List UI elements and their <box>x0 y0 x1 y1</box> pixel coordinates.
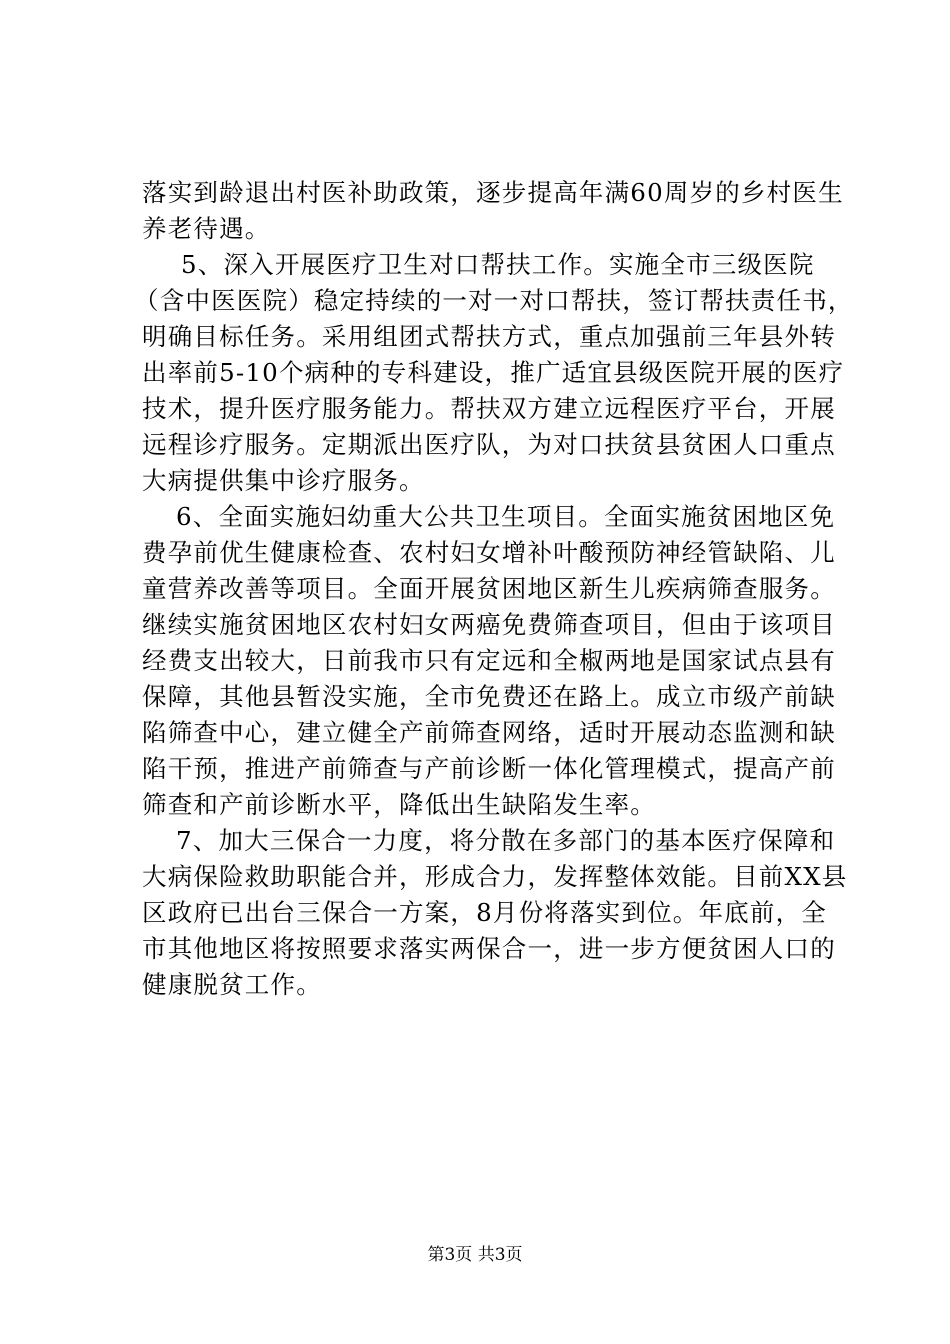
paragraph-6-first-line: 6、全面实施妇幼重大公共卫生项目。全面实施贫困地区免 <box>176 502 836 531</box>
text-line: （含中医医院）稳定持续的一对一对口帮扶，签订帮扶责任书， <box>134 286 854 315</box>
text-line: 童营养改善等项目。全面开展贫困地区新生儿疾病筛查服务。 <box>142 574 836 603</box>
text-line: 远程诊疗服务。定期派出医疗队，为对口扶贫县贫困人口重点 <box>142 430 836 459</box>
paragraph-7-first-line: 7、加大三保合一力度，将分散在多部门的基本医疗保障和 <box>176 826 836 855</box>
text-line: 筛查和产前诊断水平，降低出生缺陷发生率。 <box>142 790 656 819</box>
text-line: 明确目标任务。采用组团式帮扶方式，重点加强前三年县外转 <box>142 322 836 351</box>
text-line: 市其他地区将按照要求落实两保合一，进一步方便贫困人口的 <box>142 934 836 963</box>
text-line: 继续实施贫困地区农村妇女两癌免费筛查项目，但由于该项目 <box>142 610 836 639</box>
text-line: 出率前5-10个病种的专科建设，推广适宜县级医院开展的医疗 <box>142 358 845 387</box>
text-line: 技术，提升医疗服务能力。帮扶双方建立远程医疗平台，开展 <box>142 394 836 423</box>
paragraph-5-first-line: 5、深入开展医疗卫生对口帮扶工作。实施全市三级医院 <box>181 250 815 279</box>
text-line: 大病提供集中诊疗服务。 <box>142 466 425 495</box>
text-line: 养老待遇。 <box>142 214 271 243</box>
text-line: 陷筛查中心，建立健全产前筛查网络，适时开展动态监测和缺 <box>142 718 836 747</box>
page-footer: 第3页 共3页 <box>427 1245 523 1265</box>
text-line: 费孕前优生健康检查、农村妇女增补叶酸预防神经管缺陷、儿 <box>142 538 836 567</box>
text-line: 区政府已出台三保合一方案，8月份将落实到位。年底前，全 <box>142 898 827 927</box>
text-line: 落实到龄退出村医补助政策，逐步提高年满60周岁的乡村医生 <box>142 178 844 207</box>
text-line: 经费支出较大，日前我市只有定远和全椒两地是国家试点县有 <box>142 646 836 675</box>
text-line: 大病保险救助职能合并，形成合力，发挥整体效能。目前XX县 <box>142 862 848 891</box>
text-line: 保障，其他县暂没实施，全市免费还在路上。成立市级产前缺 <box>142 682 836 711</box>
text-line: 陷干预，推进产前筛查与产前诊断一体化管理模式，提高产前 <box>142 754 836 783</box>
text-line: 健康脱贫工作。 <box>142 970 322 999</box>
